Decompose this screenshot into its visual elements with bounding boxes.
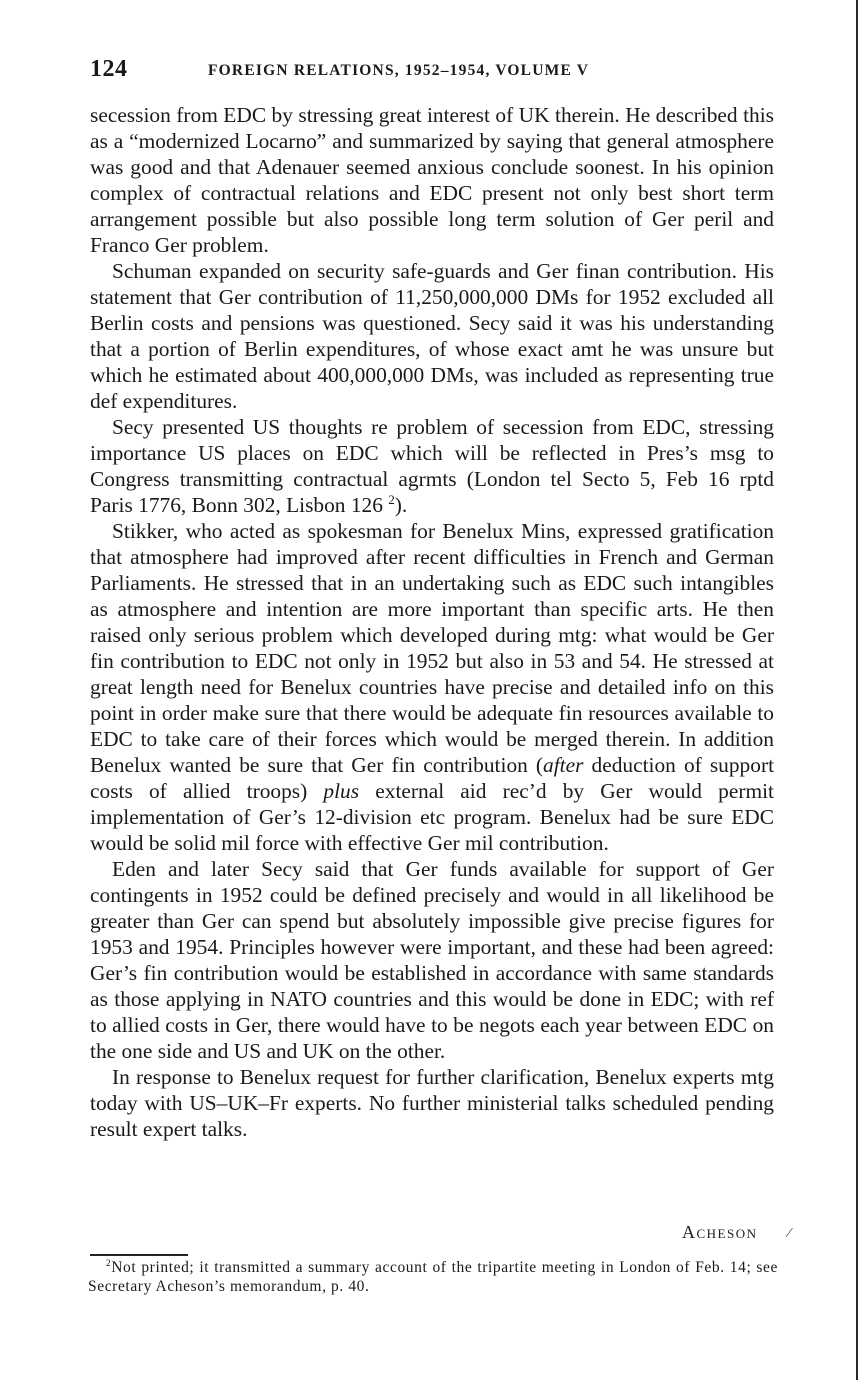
paragraph-3-text: Secy presented US thoughts re problem of secession from EDC, stressing importance US places on EDC which will be reflected in Pres’s msg to Congress transmitting contractual agrmts (London tel Secto 5, Feb 16 rptd Paris 1776, Bonn 302, Lisbon 126 [90, 415, 774, 517]
footnote-body [88, 1258, 778, 1296]
paragraph-1: secession from EDC by stressing great interest of UK therein. He described this as a “modernized Locarno” and summarized by saying that general atmosphere was good and that Adenauer seemed anxious conclude soonest. In his opinion complex of contractual relations and EDC present not only best short term arrangement possible but also possible long term solution of Ger peril and Franco Ger problem. [90, 103, 774, 257]
document-body [90, 102, 774, 1142]
paragraph-4-text-c: external aid rec’d by Ger would permit implementation of Ger’s 12-division etc program. Benelux had be sure EDC would be solid mil force with effective Ger mil contribution. [90, 779, 774, 855]
footnote-rule [90, 1254, 188, 1256]
paragraph-5: Eden and later Secy said that Ger funds available for support of Ger contingents in 1952 could be defined precisely and would in all likelihood be greater than Ger can spend but absolutely impossible give precise figures for 1953 and 1954. Principles however were important, and these had been agreed: Ger’s fin contribution would be established in accordance with same standards as those applying in NATO countries and this would be done in EDC; with ref to allied costs in Ger, there would have to be negots each year between EDC on the one side and US and UK on the other. [90, 857, 774, 1063]
paragraph-3 [90, 414, 774, 518]
running-header [90, 56, 780, 88]
page-edge-line [856, 0, 858, 1380]
footnote-reference: 2 [388, 492, 395, 507]
italic-plus: plus [323, 779, 360, 803]
paragraph-6: In response to Benelux request for further clarification, Benelux experts mtg today with US–UK–Fr experts. No further ministerial talks scheduled pending result expert talks. [90, 1065, 774, 1141]
paragraph-3-end: ). [394, 493, 408, 517]
paragraph-2: Schuman expanded on security safe-guards and Ger finan contribution. His statement that Ger contribution of 11,250,000,000 DMs for 1952 excluded all Berlin costs and pensions was questioned. Secy said it was his understanding that a portion of Berlin expenditures, of whose exact amt he was unsure but which he estimated about 400,000,000 DMs, was included as representing true def expenditures. [90, 259, 774, 413]
italic-after: after [543, 753, 584, 777]
running-title: FOREIGN RELATIONS, 1952–1954, VOLUME V [208, 62, 590, 79]
paragraph-4-text-b: deduction of support costs of allied troops) [90, 753, 775, 803]
paragraph-4-text-a: Stikker, who acted as spokesman for Benelux Mins, expressed gratification that atmosphere had improved after recent difficulties in French and German Parliaments. He stressed that in an undertaking such as EDC such intangibles as atmosphere and intention are more important than specific arts. He then raised only serious problem which developed during mtg: what would be Ger fin contribution to EDC not only in 1952 but also in 53 and 54. He stressed at great length need for Benelux countries have precise and detailed info on this point in order make sure that there would be adequate fin resources available to EDC to take care of their forces which would be merged therein. In addition Benelux wanted be sure that Ger fin contribution ( [90, 519, 774, 777]
paragraph-4 [90, 518, 774, 856]
footnote-text: Not printed; it transmitted a summary account of the tripartite meeting in London of Feb. 14; see Secretary Acheson’s memorandum, p. 40. [88, 1259, 778, 1295]
signature-mark: ⁄ [788, 1226, 791, 1241]
page-number: 124 [90, 56, 128, 82]
footnote-marker: 2 [106, 1258, 112, 1269]
footnote [88, 1258, 778, 1296]
signature: Acheson [682, 1222, 758, 1242]
